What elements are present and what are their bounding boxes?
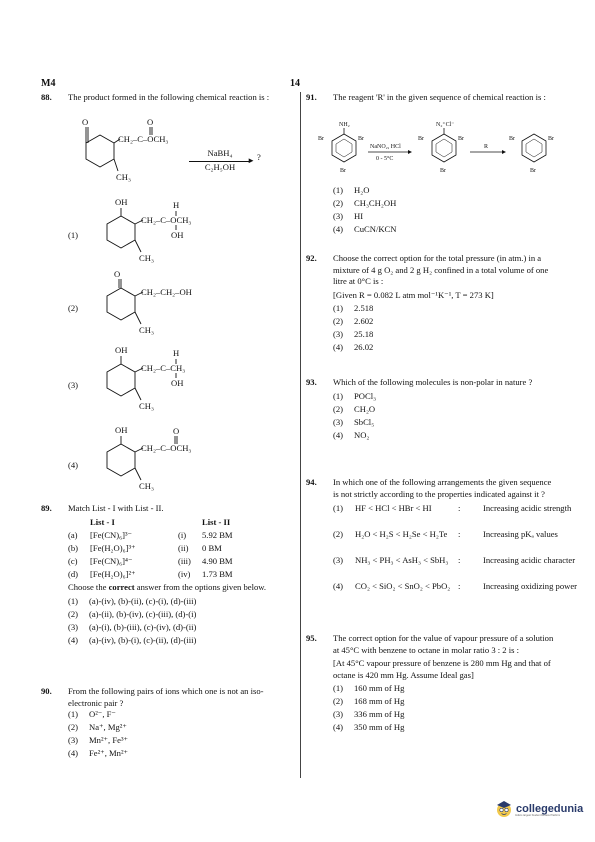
question-number: 91. — [306, 92, 317, 102]
question-88 — [41, 92, 293, 104]
svg-text:Br: Br — [318, 136, 324, 142]
question-given: [At 45°C vapour pressure of benzene is 280 mm Hg and that of octane is 420 mm Hg. Assume Ideal gas] — [333, 658, 551, 680]
option-1[interactable]: (1) H₂O — [333, 185, 370, 195]
svg-text:OH: OH — [171, 230, 184, 240]
svg-text:O: O — [114, 269, 121, 279]
reagent-r: R — [484, 144, 489, 150]
option-4-structure — [95, 424, 225, 500]
svg-text:H: H — [173, 348, 180, 358]
svg-text:N₂⁺Cl⁻: N₂⁺Cl⁻ — [436, 122, 455, 128]
question-text: In which one of the following arrangements the given sequence is not strictly according to the properties indicated against it ? — [333, 477, 552, 499]
svg-text:CH₂–C–OCH₃: CH₂–C–OCH₃ — [141, 443, 192, 453]
option-2-structure — [95, 268, 225, 344]
column-divider — [300, 92, 301, 778]
question-93 — [306, 377, 556, 443]
question-given: [Given R = 0.082 L atm mol⁻¹K⁻¹, T = 273 K] — [333, 289, 494, 300]
option-label: (1) — [68, 230, 79, 240]
option-1-structure — [95, 196, 225, 272]
svg-text:OH: OH — [115, 197, 128, 207]
svg-text:OH: OH — [115, 425, 128, 435]
option-1[interactable]: (1) O²⁻, F⁻ — [68, 709, 116, 720]
table-row: (b) [Fe(H₂O)₆]³⁺ (ii) 0 BM — [68, 542, 222, 553]
option-4[interactable]: (4) CO₂ < SiO₂ < SnO₂ < PbO₂ : Increasing oxidizing power — [333, 581, 578, 592]
list-1-header: List - I — [90, 516, 115, 527]
question-number: 92. — [306, 253, 317, 263]
question-92 — [306, 253, 556, 355]
table-row: (d) [Fe(H₂O)₆]²⁺ (iv) 1.73 BM — [68, 568, 233, 579]
svg-text:CH₃: CH₃ — [139, 253, 154, 263]
option-1[interactable]: (1) POCl₃ — [333, 390, 377, 401]
svg-text:Br: Br — [358, 136, 364, 142]
option-4[interactable]: (4) NO₂ — [333, 429, 370, 440]
question-91-options — [306, 185, 556, 237]
question-text: From the following pairs of ions which one is not an iso-electronic pair ? — [68, 686, 264, 708]
question-94 — [306, 477, 578, 607]
svg-text:CH₃: CH₃ — [139, 481, 154, 491]
svg-text:OH: OH — [171, 378, 184, 388]
option-label: (3) — [68, 380, 79, 390]
question-90 — [41, 686, 293, 761]
option-2[interactable]: (2) CH₃CH₂OH — [333, 198, 397, 208]
logo-text: collegedunia — [516, 802, 584, 815]
reaction-scheme-91 — [310, 118, 560, 188]
option-3[interactable]: (3) SbCl₅ — [333, 416, 375, 427]
svg-text:CH₂–C–OCH₃: CH₂–C–OCH₃ — [118, 134, 169, 144]
collegedunia-logo[interactable] — [495, 800, 583, 818]
option-4[interactable]: (4) (a)-(iv), (b)-(i), (c)-(ii), (d)-(iii) — [68, 635, 197, 646]
question-text: Match List - I with List - II. — [68, 503, 164, 513]
option-2[interactable]: (2) H₂O < H₂S < H₂Se < H₂Te : Increasing pKₐ values — [333, 529, 558, 540]
question-number: 94. — [306, 477, 317, 487]
reagent-bottom: C₂H₅OH — [204, 161, 236, 172]
option-label: (2) — [68, 303, 79, 313]
match-table — [68, 517, 233, 582]
option-3[interactable]: (3) HI — [333, 211, 364, 221]
svg-text:CH₂–C–CH₃: CH₂–C–CH₃ — [141, 363, 186, 373]
question-95 — [306, 633, 556, 735]
svg-text:CH₃: CH₃ — [139, 325, 154, 335]
question-mark: ? — [257, 152, 261, 162]
question-number: 95. — [306, 633, 317, 643]
question-number: 88. — [41, 92, 52, 102]
option-2[interactable]: (2) CH₂O — [333, 403, 376, 414]
svg-text:Br: Br — [440, 168, 446, 174]
svg-text:Br: Br — [418, 136, 424, 142]
question-text: Which of the following molecules is non-polar in nature ? — [333, 377, 533, 387]
question-91 — [306, 92, 556, 104]
option-3[interactable]: (3) 336 mm of Hg — [333, 709, 405, 720]
question-number: 89. — [41, 503, 52, 513]
svg-text:OH: OH — [115, 345, 128, 355]
svg-text:CH₃: CH₃ — [116, 172, 131, 182]
page-number: 14 — [290, 78, 300, 89]
svg-text:Br: Br — [548, 136, 554, 142]
reagent-bottom: 0 - 5°C — [376, 156, 394, 162]
option-1[interactable]: (1) HF < HCl < HBr < HI : Increasing acidic strength — [333, 503, 572, 514]
reactant-structure — [70, 115, 190, 191]
question-number: 90. — [41, 686, 52, 696]
logo-tagline: India's largest Student Review Platform — [515, 814, 561, 817]
option-1[interactable]: (1) (a)-(iv), (b)-(ii), (c)-(i), (d)-(iii) — [68, 596, 197, 607]
svg-text:O: O — [173, 426, 180, 436]
svg-text:CH₂–C–OCH₃: CH₂–C–OCH₃ — [141, 215, 192, 225]
question-number: 93. — [306, 377, 317, 387]
option-2[interactable]: (2) (a)-(ii), (b)-(iv), (c)-(iii), (d)-(i) — [68, 609, 197, 620]
option-1[interactable]: (1) 160 mm of Hg — [333, 683, 405, 694]
option-3-structure — [95, 344, 225, 420]
option-4[interactable]: (4) 26.02 — [333, 342, 374, 353]
mascot-icon — [495, 800, 513, 818]
option-4[interactable]: (4) CuCN/KCN — [333, 224, 397, 234]
svg-text:CH₃: CH₃ — [139, 401, 154, 411]
svg-text:O: O — [147, 117, 154, 127]
option-2[interactable]: (2) 2.602 — [333, 316, 374, 327]
table-row: (c) [Fe(CN)₆]⁴⁻ (iii) 4.90 BM — [68, 555, 233, 566]
reagent-top: NaNO₂, HCl — [370, 144, 401, 150]
svg-text:O: O — [82, 117, 89, 127]
question-89 — [41, 503, 293, 648]
question-instruction: Choose the correct answer from the options given below. — [68, 581, 267, 592]
svg-text:H: H — [173, 200, 180, 210]
arrow-icon: ► — [189, 161, 251, 162]
option-2[interactable]: (2) Na⁺, Mg²⁺ — [68, 722, 127, 733]
paper-code: M4 — [41, 78, 56, 89]
svg-text:Br: Br — [458, 136, 464, 142]
list-2-header: List - II — [202, 516, 231, 527]
svg-text:Br: Br — [530, 168, 536, 174]
option-2[interactable]: (2) 168 mm of Hg — [333, 696, 405, 707]
option-3[interactable]: (3) Mn²⁺, Fe³⁺ — [68, 735, 129, 746]
svg-text:NH₂: NH₂ — [339, 122, 350, 128]
reaction-arrow-88 — [180, 148, 260, 173]
svg-text:Br: Br — [509, 136, 515, 142]
svg-text:Br: Br — [340, 168, 346, 174]
svg-text:CH₂–CH₂–OH: CH₂–CH₂–OH — [141, 287, 192, 297]
option-label: (4) — [68, 460, 79, 470]
reagent-top: NaBH₄ — [207, 148, 233, 158]
question-text: The reagent 'R' in the given sequence of chemical reaction is : — [333, 92, 546, 102]
option-3[interactable]: (3) NH₃ < PH₃ < AsH₃ < SbH₃ : Increasing acidic character — [333, 555, 576, 566]
option-4[interactable]: (4) 350 mm of Hg — [333, 722, 405, 733]
option-3[interactable]: (3) 25.18 — [333, 329, 374, 340]
table-row: (a) [Fe(CN)₆]³⁻ (i) 5.92 BM — [68, 529, 233, 540]
option-1[interactable]: (1) 2.518 — [333, 303, 374, 314]
question-text: The correct option for the value of vapour pressure of a solution at 45°C with benzene to octane in molar ratio 3 : 2 is : — [333, 633, 554, 655]
option-4[interactable]: (4) Fe²⁺, Mn²⁺ — [68, 748, 129, 759]
option-3[interactable]: (3) (a)-(i), (b)-(iii), (c)-(iv), (d)-(ii) — [68, 622, 197, 633]
question-text: Choose the correct option for the total pressure (in atm.) in a mixture of 4 g O₂ and 2 g H₂ confined in a total volume of one litre at 0°C is : — [333, 253, 549, 287]
question-text: The product formed in the following chemical reaction is : — [68, 92, 270, 102]
